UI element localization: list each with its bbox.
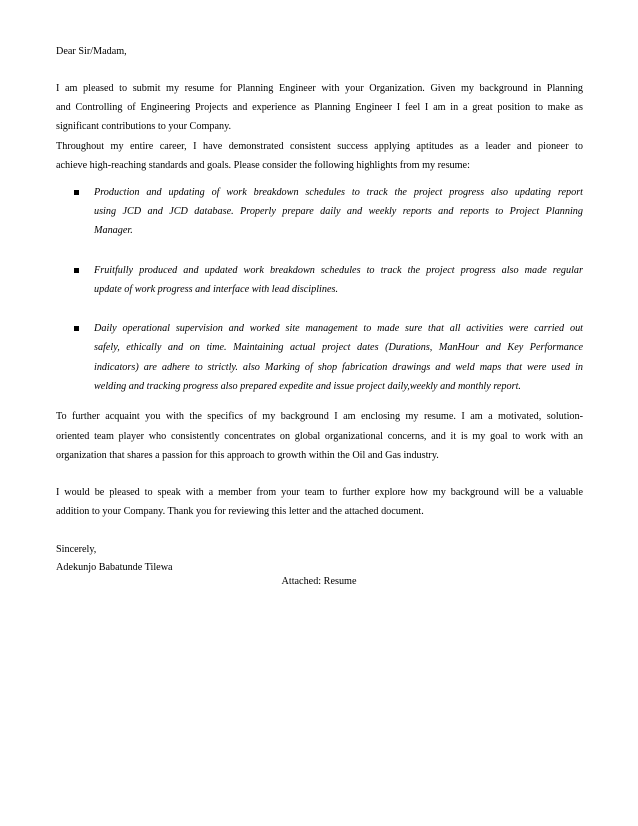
salutation: Dear Sir/Madam, <box>56 46 127 57</box>
career-line-1: Throughout my entire career, I have demonstrated consistent success applying aptitudes as a leader and pioneer to <box>56 141 583 152</box>
sign-off: Sincerely, <box>56 544 97 555</box>
attachment-note: Attached: Resume <box>281 576 357 587</box>
bullet-square-icon <box>74 268 79 273</box>
highlight-3-line-2: safely, ethically and on time. Maintaining actual project dates (Durations, ManHour and Key Performance <box>94 342 583 353</box>
highlight-1-line-3: Manager. <box>94 225 133 236</box>
acquaint-line-1: To further acquaint you with the specifics of my background I am enclosing my resume. I am a motivated, solution- <box>56 411 583 422</box>
intro-line-3: significant contributions to your Company. <box>56 121 232 132</box>
highlight-1-line-1: Production and updating of work breakdown schedules to track the project progress also updating report <box>94 187 583 198</box>
intro-line-2: and Controlling of Engineering Projects and experience as Planning Engineer I feel I am in a great position to make as <box>56 102 583 113</box>
signature-name: Adekunjo Babatunde Tilewa <box>56 562 173 573</box>
intro-line-1: I am pleased to submit my resume for Planning Engineer with your Organization. Given my background in Planning <box>56 83 583 94</box>
bullet-square-icon <box>74 326 79 331</box>
closing-line-2: addition to your Company. Thank you for reviewing this letter and the attached document. <box>56 506 424 517</box>
closing-line-1: I would be pleased to speak with a member from your team to further explore how my background will be a valuable <box>56 487 583 498</box>
highlight-1-line-2: using JCD and JCD database. Properly prepare daily and weekly reports and reports to Project Planning <box>94 206 583 217</box>
career-line-2: achieve high-reaching standards and goals. Please consider the following highlights from my resume: <box>56 160 470 171</box>
bullet-square-icon <box>74 190 79 195</box>
highlight-3-line-4: welding and tracking progress also prepared expedite and issue project daily,weekly and monthly report. <box>94 381 521 392</box>
highlight-3-line-3: indicators) are adhere to strictly. also Marking of shop fabrication drawings and weld maps that were used in <box>94 362 583 373</box>
highlight-2-line-2: update of work progress and interface with lead disciplines. <box>94 284 339 295</box>
acquaint-line-3: organization that shares a passion for this approach to growth within the Oil and Gas industry. <box>56 450 439 461</box>
acquaint-line-2: oriented team player who consistently concentrates on global organizational concerns, and it is my goal to work with an <box>56 431 583 442</box>
highlight-3-line-1: Daily operational supervision and worked site management to made sure that all activities were carried out <box>94 323 583 334</box>
highlight-2-line-1: Fruitfully produced and updated work breakdown schedules to track the project progress also made regular <box>94 265 583 276</box>
